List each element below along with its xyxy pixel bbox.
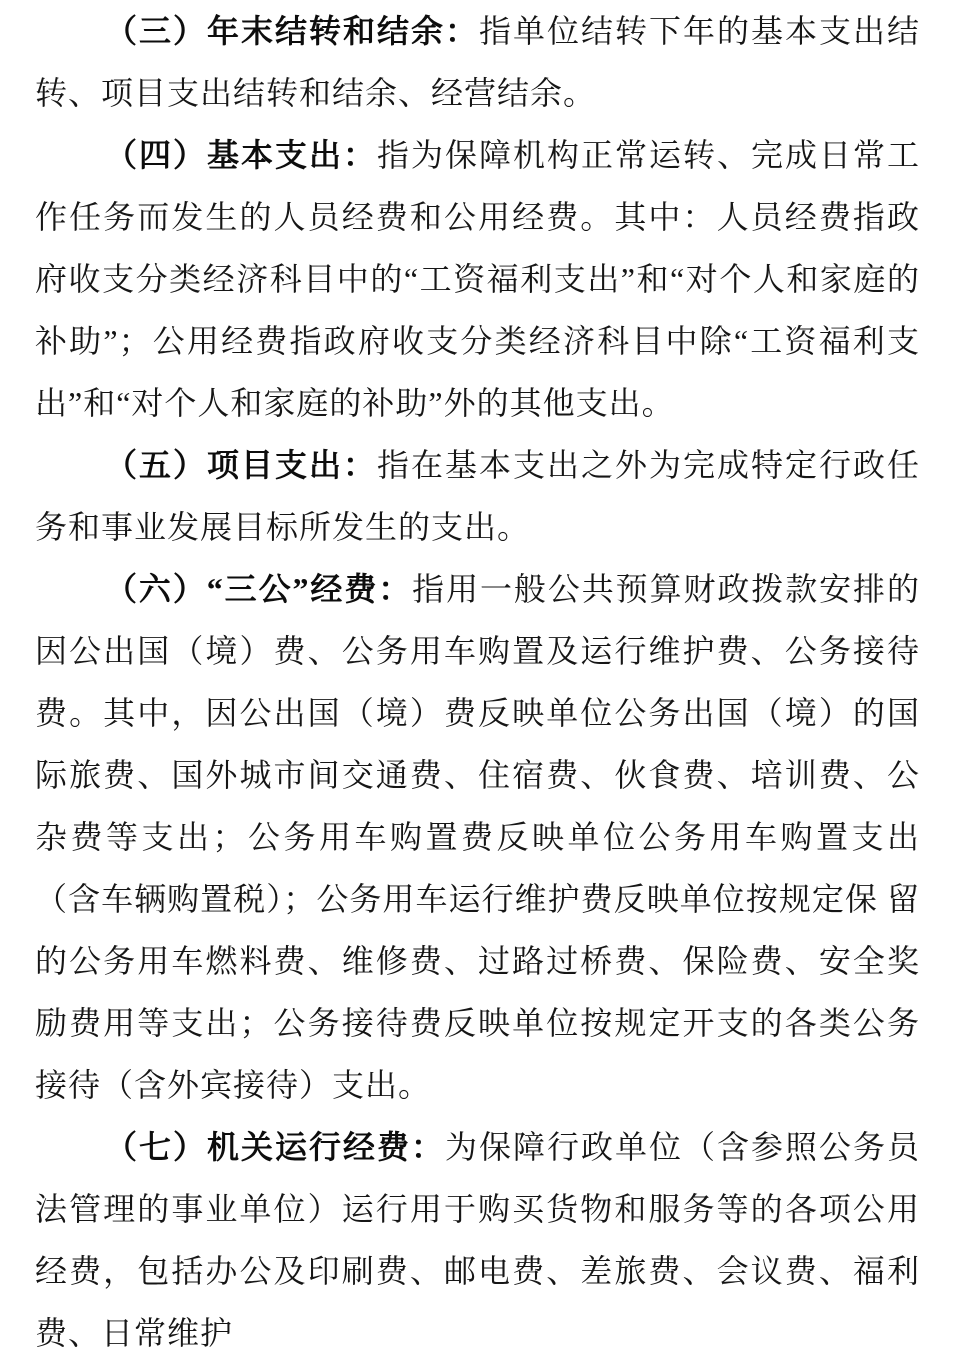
definition-text-project-expenditure: 指在基本支出之外为完成特定行政任务和事业发展目标所发生的支出。 <box>35 447 920 545</box>
definition-text-basic-expenditure: 指为保障机构正常运转、完成日常工作任务而发生的人员经费和公用经费。其中：人员经费指政府收支分类经济科目中的“工资福利支出”和“对个人和家庭的补助”；公用经费指政府收支分类经济科目中除“工资福利支出”和“对个人和家庭的补助”外的其他支出。 <box>35 137 920 421</box>
document-body <box>35 0 920 1364</box>
definition-text-year-end-carryover: 指单位结转下年的基本支出结转、项目支出结转和结余、经营结余。 <box>35 13 920 111</box>
definition-paragraph-6 <box>35 558 920 1116</box>
term-label-three-public-funds: （六）“三公”经费： <box>105 571 413 607</box>
definition-paragraph-3 <box>35 0 920 124</box>
definition-paragraph-4 <box>35 124 920 434</box>
definition-paragraph-5 <box>35 434 920 558</box>
definition-text-agency-operating-funds: 为保障行政单位（含参照公务员法管理的事业单位）运行用于购买货物和服务等的各项公用经费，包括办公及印刷费、邮电费、差旅费、会议费、福利费、日常维护 <box>35 1129 920 1351</box>
term-label-year-end-carryover: （三）年末结转和结余： <box>105 13 479 49</box>
definition-paragraph-7 <box>35 1116 920 1364</box>
term-label-agency-operating-funds: （七）机关运行经费： <box>105 1129 445 1165</box>
term-label-basic-expenditure: （四）基本支出： <box>105 137 377 173</box>
definition-text-three-public-funds: 指用一般公共预算财政拨款安排的因公出国（境）费、公务用车购置及运行维护费、公务接待费。其中，因公出国（境）费反映单位公务出国（境）的国际旅费、国外城市间交通费、住宿费、伙食费、培训费、公杂费等支出；公务用车购置费反映单位公务用车购置支出（含车辆购置税）；公务用车运行维护费反映单位按规定保 留的公务用车燃料费、维修费、过路过桥费、保险费、安全奖励费用等支出；公务接待费反映单位按规定开支的各类公务接待（含外宾接待）支出。 <box>35 571 920 1103</box>
term-label-project-expenditure: （五）项目支出： <box>105 447 377 483</box>
